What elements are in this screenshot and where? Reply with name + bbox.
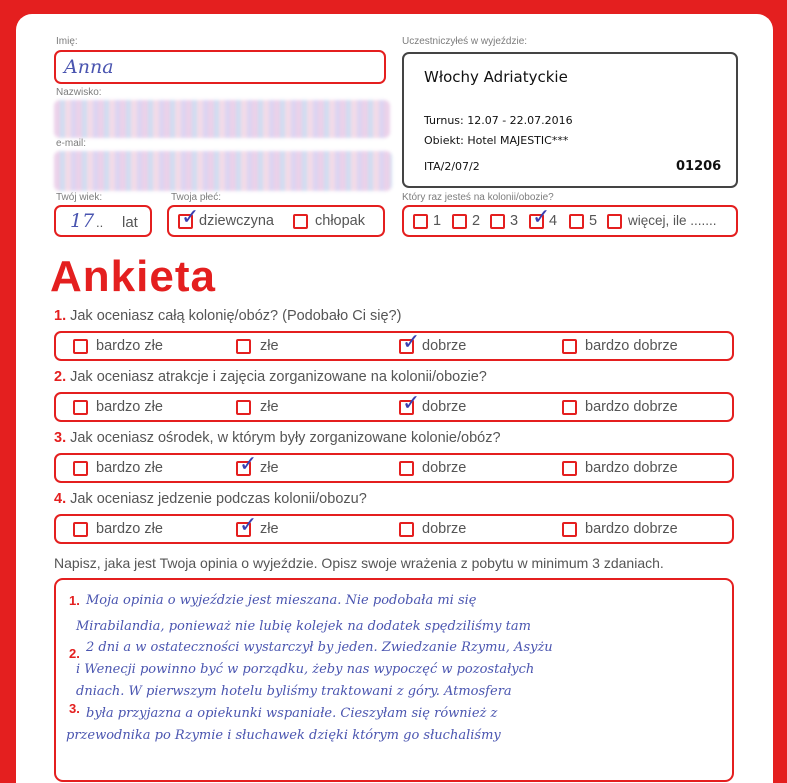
opinion-line-6: była przyjazna a opiekunki wspaniałe. Cieszyłam się również z — [86, 706, 498, 721]
question-3: 3. Jak oceniasz ośrodek, w którym były zorganizowane kolonie/obóz? — [54, 430, 501, 446]
surname-label: Nazwisko: — [56, 87, 102, 98]
q2-checkbox-very-bad[interactable] — [73, 400, 88, 415]
q3-option-good: dobrze — [422, 460, 467, 476]
trip-name: Włochy Adriatyckie — [424, 68, 568, 86]
visit-checkbox-4[interactable] — [529, 205, 551, 230]
opinion-prompt: Napisz, jaka jest Twoja opinia o wyjeździe. Opisz swoje wrażenia z pobytu w minimum 3 zdaniach. — [54, 555, 664, 571]
age-label: Twój wiek: — [56, 192, 103, 203]
gender-checkbox-male[interactable] — [293, 214, 308, 229]
answer-row-4 — [54, 514, 734, 544]
checkmark-icon: ✓ — [181, 205, 200, 230]
q2-option-very-good: bardzo dobrze — [585, 399, 678, 415]
visit-checkbox-more[interactable] — [607, 214, 622, 229]
q3-option-bad: złe — [260, 460, 279, 476]
q1-option-very-bad: bardzo złe — [96, 338, 163, 354]
name-field[interactable] — [54, 50, 386, 84]
checkmark-icon: ✓ — [239, 513, 258, 538]
visit-checkbox-1[interactable] — [413, 214, 428, 229]
q1-checkbox-bad[interactable] — [236, 339, 251, 354]
q2-option-bad: złe — [260, 399, 279, 415]
visit-option-4: 4 — [549, 213, 558, 229]
trip-code: ITA/2/07/2 — [424, 160, 480, 173]
q4-option-bad: złe — [260, 521, 279, 537]
question-1: 1. Jak oceniasz całą kolonię/obóz? (Podobało Ci się?) — [54, 308, 402, 324]
q3-checkbox-very-bad[interactable] — [73, 461, 88, 476]
checkmark-icon: ✓ — [239, 452, 258, 477]
survey-title: Ankieta — [50, 252, 216, 301]
visit-option-more: więcej, ile ....... — [628, 213, 717, 228]
name-label: Imię: — [56, 36, 78, 47]
gender-checkbox-female[interactable] — [178, 205, 200, 230]
name-value: Anna — [64, 56, 114, 78]
visit-option-2: 2 — [472, 213, 481, 229]
opinion-line-2: Mirabilandia, ponieważ nie lubię kolejek na dodatek spędziliśmy tam — [76, 619, 531, 634]
q4-option-very-bad: bardzo złe — [96, 521, 163, 537]
q1-option-bad: złe — [260, 338, 279, 354]
opinion-number-3: 3. — [69, 701, 80, 716]
checkmark-icon: ✓ — [532, 205, 551, 230]
opinion-number-1: 1. — [69, 593, 80, 608]
q4-checkbox-very-good[interactable] — [562, 522, 577, 537]
gender-label: Twoja płeć: — [171, 192, 222, 203]
q4-checkbox-good[interactable] — [399, 522, 414, 537]
survey-sheet — [16, 14, 773, 783]
q4-option-very-good: bardzo dobrze — [585, 521, 678, 537]
q3-option-very-bad: bardzo złe — [96, 460, 163, 476]
visit-field — [402, 205, 738, 237]
visit-label: Który raz jesteś na kolonii/obozie? — [402, 192, 554, 203]
answer-row-2 — [54, 392, 734, 422]
q3-checkbox-good[interactable] — [399, 461, 414, 476]
visit-option-1: 1 — [433, 213, 442, 229]
q1-option-good: dobrze — [422, 338, 467, 354]
age-field[interactable] — [54, 205, 152, 237]
q2-checkbox-very-good[interactable] — [562, 400, 577, 415]
opinion-line-7: przewodnika po Rzymie i słuchawek dzięki którym go słuchaliśmy — [66, 728, 501, 743]
q3-checkbox-bad[interactable] — [236, 452, 258, 477]
visit-checkbox-3[interactable] — [490, 214, 505, 229]
trip-label: Uczestniczyłeś w wyjeździe: — [402, 36, 528, 47]
q2-option-good: dobrze — [422, 399, 467, 415]
age-unit: lat — [122, 214, 138, 231]
q2-option-very-bad: bardzo złe — [96, 399, 163, 415]
email-label: e-mail: — [56, 138, 87, 149]
checkmark-icon: ✓ — [402, 391, 421, 416]
opinion-textarea[interactable] — [54, 578, 734, 782]
q4-option-good: dobrze — [422, 521, 467, 537]
opinion-line-5: dniach. W pierwszym hotelu byliśmy traktowani z góry. Atmosfera — [76, 684, 512, 699]
q1-checkbox-very-bad[interactable] — [73, 339, 88, 354]
opinion-number-2: 2. — [69, 646, 80, 661]
opinion-line-1: Moja opinia o wyjeździe jest mieszana. Nie podobała mi się — [86, 593, 477, 608]
q3-option-very-good: bardzo dobrze — [585, 460, 678, 476]
visit-option-3: 3 — [510, 213, 519, 229]
answer-row-3 — [54, 453, 734, 483]
trip-number: 01206 — [676, 159, 722, 174]
question-4: 4. Jak oceniasz jedzenie podczas kolonii/obozu? — [54, 491, 367, 507]
age-dots: .. — [96, 215, 104, 230]
trip-turnus: Turnus: 12.07 - 22.07.2016 — [424, 114, 573, 127]
age-value: 17 — [70, 210, 95, 232]
gender-option-male: chłopak — [315, 213, 365, 229]
surname-redacted — [54, 100, 390, 138]
q1-checkbox-very-good[interactable] — [562, 339, 577, 354]
question-2: 2. Jak oceniasz atrakcje i zajęcia zorganizowane na kolonii/obozie? — [54, 369, 487, 385]
opinion-line-3: 2 dni a w ostateczności wystarczył by jeden. Zwiedzanie Rzymu, Asyżu — [86, 640, 553, 655]
checkmark-icon: ✓ — [402, 330, 421, 355]
q2-checkbox-good[interactable] — [399, 391, 421, 416]
gender-field — [167, 205, 385, 237]
visit-checkbox-2[interactable] — [452, 214, 467, 229]
q1-checkbox-good[interactable] — [399, 330, 421, 355]
email-redacted — [54, 151, 392, 191]
q4-checkbox-bad[interactable] — [236, 513, 258, 538]
visit-checkbox-5[interactable] — [569, 214, 584, 229]
q1-option-very-good: bardzo dobrze — [585, 338, 678, 354]
answer-row-1 — [54, 331, 734, 361]
gender-option-female: dziewczyna — [199, 213, 274, 229]
opinion-line-4: i Wenecji powinno być w porządku, żeby nas wypoczęć w pozostałych — [76, 662, 535, 677]
trip-info-box — [402, 52, 738, 188]
q3-checkbox-very-good[interactable] — [562, 461, 577, 476]
q4-checkbox-very-bad[interactable] — [73, 522, 88, 537]
q2-checkbox-bad[interactable] — [236, 400, 251, 415]
visit-option-5: 5 — [589, 213, 598, 229]
trip-object: Obiekt: Hotel MAJESTIC*** — [424, 134, 569, 147]
